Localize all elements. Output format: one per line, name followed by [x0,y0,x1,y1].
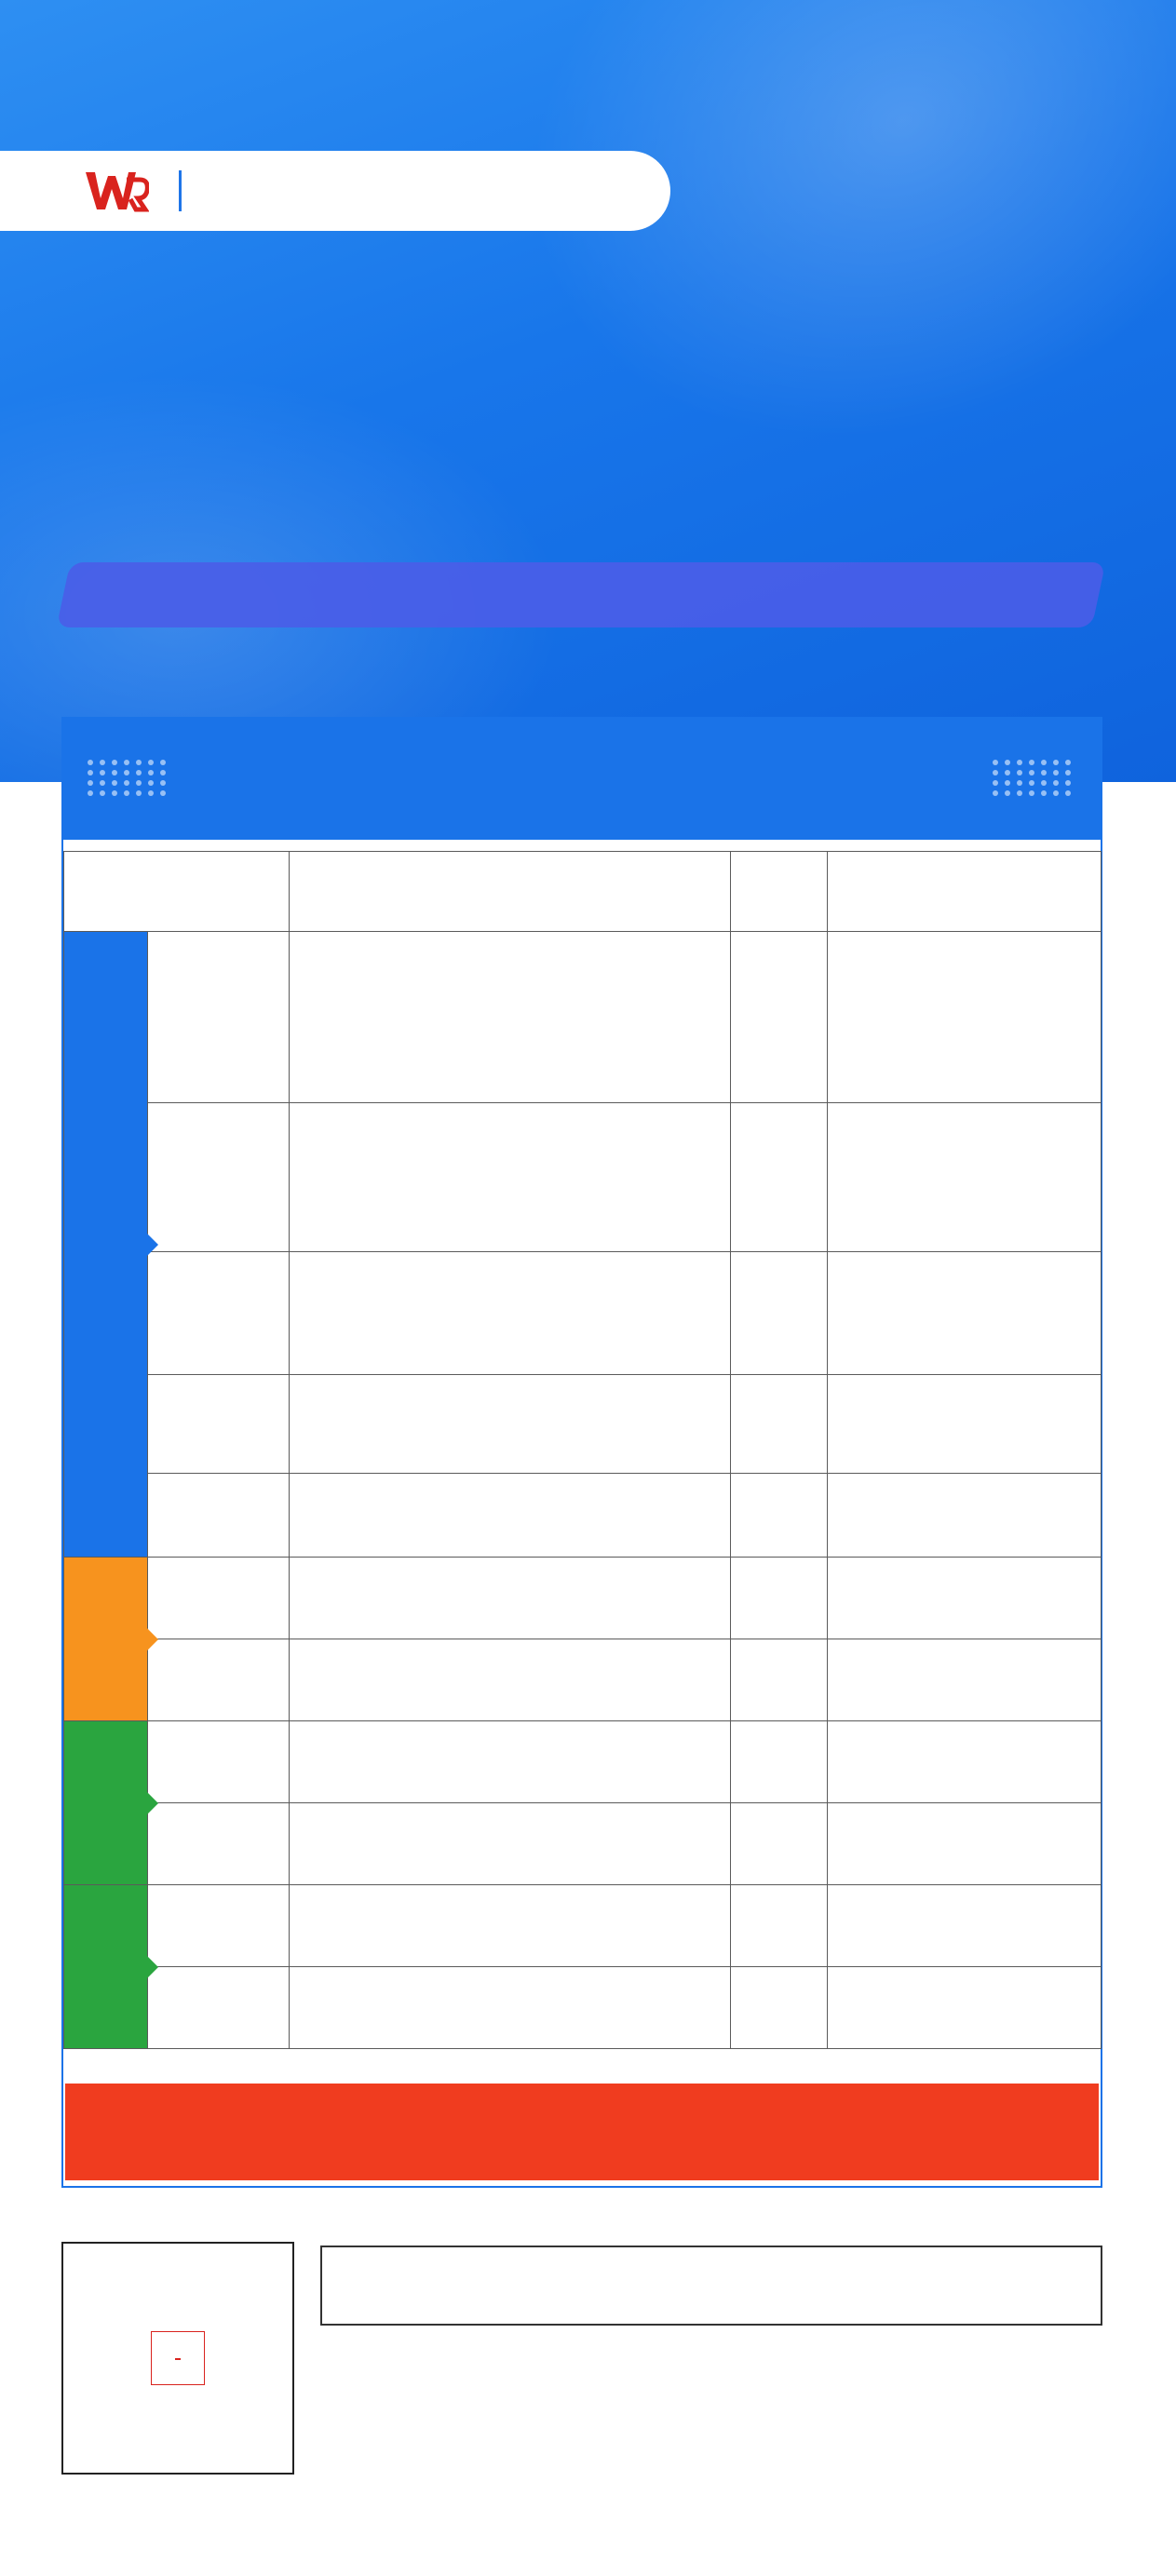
decor-dot [1053,790,1059,796]
qr-brand-tag [175,2358,181,2360]
course-content-cell [290,1803,731,1885]
decor-dot [112,770,117,775]
course-group-block [64,1885,147,2048]
course-card [61,717,1102,2188]
decor-dot [993,780,998,786]
duration-cell [731,1803,828,1885]
course-card-header [63,719,1101,840]
course-content-cell [290,1721,731,1803]
decor-dot [993,770,998,775]
class-name-cell [148,1558,290,1639]
decor-dot [112,780,117,786]
decor-dot [1029,760,1034,765]
duration-cell [731,932,828,1103]
course-content-cell [290,1252,731,1375]
decor-dot [1041,760,1047,765]
decor-dot [148,790,154,796]
decor-dot [1041,780,1047,786]
qr-center-logo [151,2331,205,2385]
class-name-cell [148,1103,290,1252]
decor-dot [124,770,129,775]
decor-dot [136,770,142,775]
decor-dot [1017,790,1022,796]
decor-dot [1065,790,1071,796]
decor-dot [136,780,142,786]
decor-dot [100,780,105,786]
decor-dot [993,790,998,796]
decor-dot [124,790,129,796]
course-group-cell [64,1558,148,1721]
duration-cell [731,1967,828,2049]
price-cell [828,1639,1102,1721]
duration-cell [731,1375,828,1474]
course-content-cell [290,1885,731,1967]
arrow-right-icon [147,1234,158,1256]
decor-dot [148,770,154,775]
class-name-cell [148,1375,290,1474]
decor-dot [112,760,117,765]
logo-divider [179,170,182,211]
brand-logo-icon [84,167,149,215]
decor-dot [100,790,105,796]
price-cell [828,1967,1102,2049]
decor-dot [124,760,129,765]
price-cell [828,1558,1102,1639]
price-cell [828,1885,1102,1967]
decor-dot [124,780,129,786]
decor-dots [88,760,171,797]
column-header [828,852,1102,932]
decor-dot [1017,760,1022,765]
hero-section [0,0,1176,782]
decor-dot [136,790,142,796]
price-cell [828,1252,1102,1375]
decor-dot [112,790,117,796]
table-row [64,1103,1102,1252]
decor-dot [1017,770,1022,775]
class-name-cell [148,1639,290,1721]
duration-cell [731,1558,828,1639]
decor-dot [88,780,93,786]
decor-dot [1041,770,1047,775]
class-name-cell [148,1967,290,2049]
class-name-cell [148,1803,290,1885]
decor-dot [1029,780,1034,786]
table-row [64,1967,1102,2049]
decor-dot [88,760,93,765]
course-group-cell [64,1721,148,1885]
course-group-block [64,932,147,1557]
decor-dot [100,760,105,765]
class-name-cell [148,1474,290,1558]
decor-dot [1005,780,1010,786]
arrow-right-icon [147,1956,158,1978]
course-content-cell [290,932,731,1103]
class-name-cell [148,932,290,1103]
decor-dot [1005,790,1010,796]
decor-dot [88,770,93,775]
course-group-cell [64,1885,148,2049]
decor-dot [1005,760,1010,765]
duration-cell [731,1103,828,1252]
decor-dot [1041,790,1047,796]
price-cell [828,1103,1102,1252]
duration-cell [731,1639,828,1721]
contact-row [320,2350,1112,2424]
decor-dot [1053,780,1059,786]
decor-dot [100,770,105,775]
decor-dot [1065,780,1071,786]
decor-dot [1029,790,1034,796]
arrow-right-icon [147,1792,158,1814]
decor-dot [1065,770,1071,775]
decor-dot [1053,770,1059,775]
class-name-cell [148,1721,290,1803]
wechat-qr-code [61,2242,294,2475]
price-cell [828,1375,1102,1474]
table-row [64,1885,1102,1967]
column-header [290,852,731,932]
duration-cell [731,1474,828,1558]
decor-dot [148,780,154,786]
decor-dot [1065,760,1071,765]
decor-dot [160,780,166,786]
class-name-cell [148,1252,290,1375]
course-group-cell [64,932,148,1558]
table-row [64,1474,1102,1558]
class-name-cell [148,1885,290,1967]
duration-cell [731,1721,828,1803]
table-row [64,1721,1102,1803]
hero-title-highlight [57,562,1106,627]
decor-dot [1017,780,1022,786]
course-table [63,851,1102,2049]
arrow-right-icon [147,1628,158,1651]
logo-bar [0,151,670,231]
table-body [64,932,1102,2049]
price-cell [828,932,1102,1103]
table-row [64,1252,1102,1375]
column-header [64,852,290,932]
decor-dot [88,790,93,796]
decor-dot [160,770,166,775]
table-row [64,1558,1102,1639]
decor-dot [136,760,142,765]
course-content-cell [290,1967,731,2049]
course-content-cell [290,1474,731,1558]
decor-dot [993,760,998,765]
decor-dot [160,790,166,796]
table-row [64,932,1102,1103]
table-row [64,1639,1102,1721]
course-content-cell [290,1103,731,1252]
duration-cell [731,1885,828,1967]
decor-dots [993,760,1076,797]
course-group-block [64,1558,147,1720]
duration-cell [731,1252,828,1375]
address-row [320,2434,1121,2489]
table-row [64,1375,1102,1474]
footer-slogan-box [320,2246,1102,2326]
decor-dot [1053,760,1059,765]
course-group-block [64,1721,147,1884]
materials-banner [65,2084,1099,2180]
decor-dot [148,760,154,765]
decor-dot [1005,770,1010,775]
table-header-row [64,852,1102,932]
course-content-cell [290,1639,731,1721]
price-cell [828,1474,1102,1558]
table-row [64,1803,1102,1885]
course-content-cell [290,1375,731,1474]
column-header [731,852,828,932]
decor-dot [1029,770,1034,775]
price-cell [828,1803,1102,1885]
decor-dot [160,760,166,765]
course-content-cell [290,1558,731,1639]
price-cell [828,1721,1102,1803]
